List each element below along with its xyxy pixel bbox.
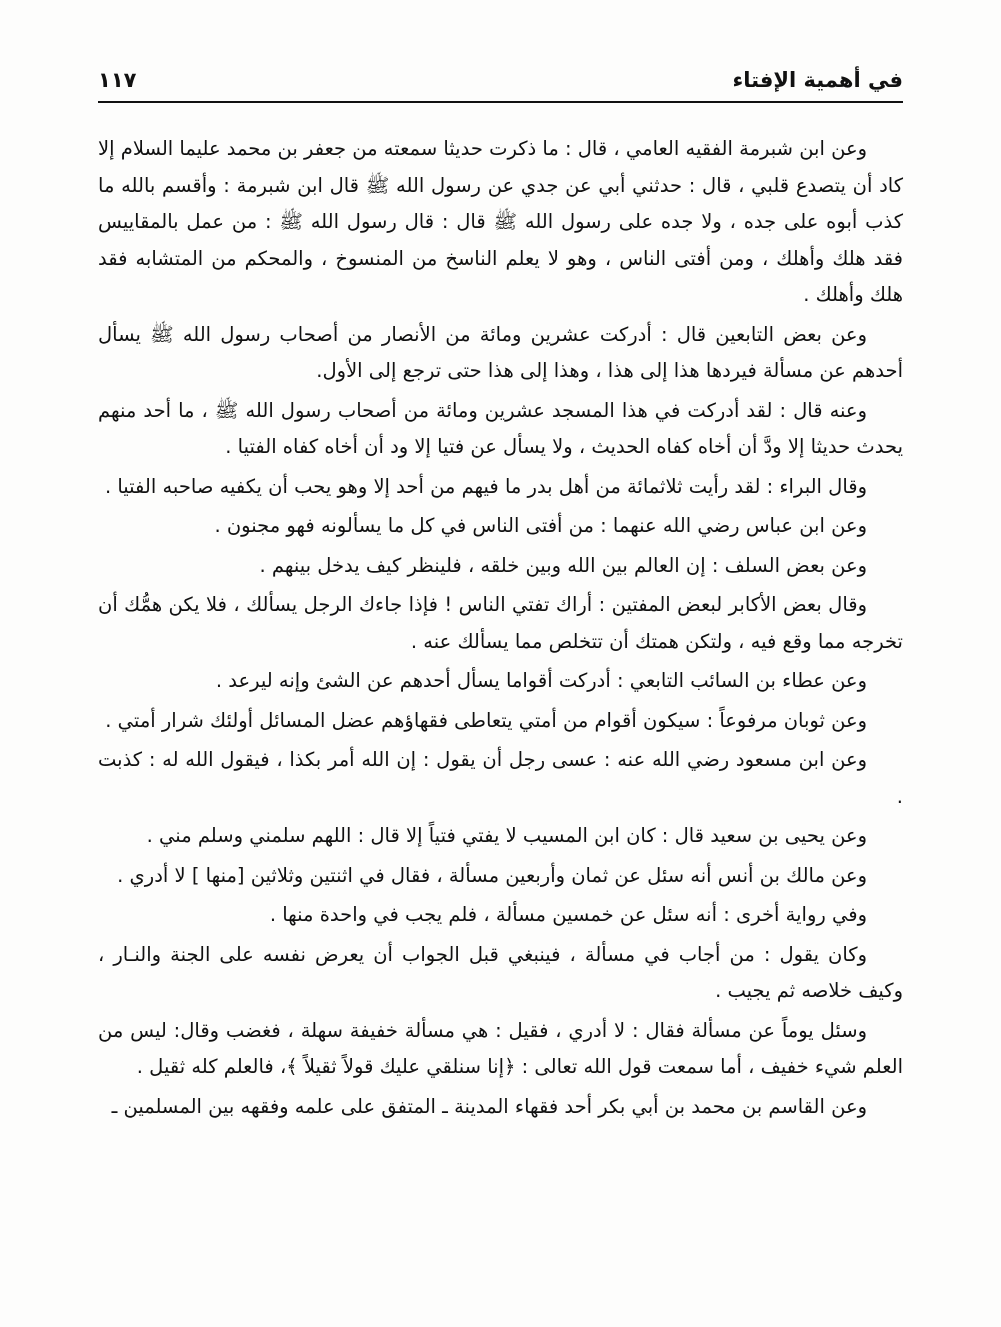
paragraph: وعن بعض السلف : إن العالم بين الله وبين خلقه ، فلينظر كيف يدخل بينهم .: [259, 553, 867, 577]
paragraph: وعنه قال : لقد أدركت في هذا المسجد عشرين ومائة من أصحاب رسول الله ﷺ ، ما أحد منهم يحدث حديثا إلا ودَّ أن أخاه كفاه الحديث ، ولا يسأل عن فتيا إلا ود أن أخاه كفاه الفتيا .: [98, 398, 903, 458]
paragraph: وعن يحيى بن سعيد قال : كان ابن المسيب لا يفتي فتياً إلا قال : اللهم سلمني وسلم مني .: [146, 824, 867, 847]
paragraph: وعن ابن مسعود رضي الله عنه : عسى رجل أن يقول : إن الله أمر بكذا ، فيقول الله له : كذبت .: [98, 748, 903, 808]
paragraph: وسئل يوماً عن مسألة فقال : لا أدري ، فقيل : هي مسألة خفيفة سهلة ، فغضب وقال: ليس من العلم شيء خفيف ، أما سمعت قول الله تعالى : ﴿إنا سنلقي عليك قولاً ثقيلاً ﴾، فالعلم كله ثقيل .: [98, 1018, 903, 1078]
page-header: [98, 60, 903, 100]
page-body: [98, 131, 903, 1125]
paragraph: وقال البراء : لقد رأيت ثلاثمائة من أهل بدر ما فيهم من أحد إلا وهو يحب أن يكفيه صاحبه الفتيا .: [104, 474, 867, 498]
paragraph: وعن ابن عباس رضي الله عنهما : من أفتى الناس في كل ما يسألونه فهو مجنون .: [214, 514, 867, 537]
paragraph: وعن عطاء بن السائب التابعي : أدركت أقواما يسأل أحدهم عن الشئ وإنه ليرعد .: [215, 669, 867, 692]
paragraph: وفي رواية أخرى : أنه سئل عن خمسين مسألة ، فلم يجب في واحدة منها .: [269, 903, 867, 926]
running-title: في أهمية الإفتاء: [732, 68, 903, 92]
page-number: ١١٧: [98, 68, 137, 92]
header-rule: [98, 101, 903, 103]
paragraph: وعن مالك بن أنس أنه سئل عن ثمان وأربعين مسألة ، فقال في اثنتين وثلاثين [منها ] لا أدري .: [117, 863, 867, 887]
paragraph: وعن بعض التابعين قال : أدركت عشرين ومائة من الأنصار من أصحاب رسول الله ﷺ يسأل أحدهم عن مسألة فيردها هذا إلى هذا ، وهذا إلى هذا حتى ترجع إلى الأول.: [98, 322, 903, 382]
paragraph: وعن ابن شبرمة الفقيه العامي ، قال : ما ذكرت حديثا سمعته من جعفر بن محمد عليما السلام إلا كاد أن يتصدع قلبي ، قال : حدثني أبي عن جدي عن رسول الله ﷺ قال ابن شبرمة : وأقسم بالله ما كذب أبوه على جده ، ولا جده على رسول الله ﷺ قال : قال رسول الله ﷺ : من عمل بالمقاييس فقد هلك وأهلك ، ومن أفتى الناس ، وهو لا يعلم الناسخ من المنسوخ ، والمحكم من المتشابه فقد هلك وأهلك .: [98, 137, 903, 306]
paragraph: وعن القاسم بن محمد بن أبي بكر أحد فقهاء المدينة ـ المتفق على علمه وفقهه بين المسلمين ـ: [111, 1094, 867, 1118]
paragraph: وعن ثوبان مرفوعاً : سيكون أقوام من أمتي يتعاطى فقهاؤهم عضل المسائل أولئك شرار أمتي .: [105, 708, 867, 732]
paragraph: وكان يقول : من أجاب في مسألة ، فينبغي قبل الجواب أن يعرض نفسه على الجنة والنـار ، وكيف خلاصه ثم يجيب .: [98, 942, 903, 1002]
paragraph: وقال بعض الأكابر لبعض المفتين : أراك تفتي الناس ! فإذا جاءك الرجل يسألك ، فلا يكن همُّك أن تخرجه مما وقع فيه ، ولتكن همتك أن تتخلص مما يسألك عنه .: [98, 593, 903, 653]
